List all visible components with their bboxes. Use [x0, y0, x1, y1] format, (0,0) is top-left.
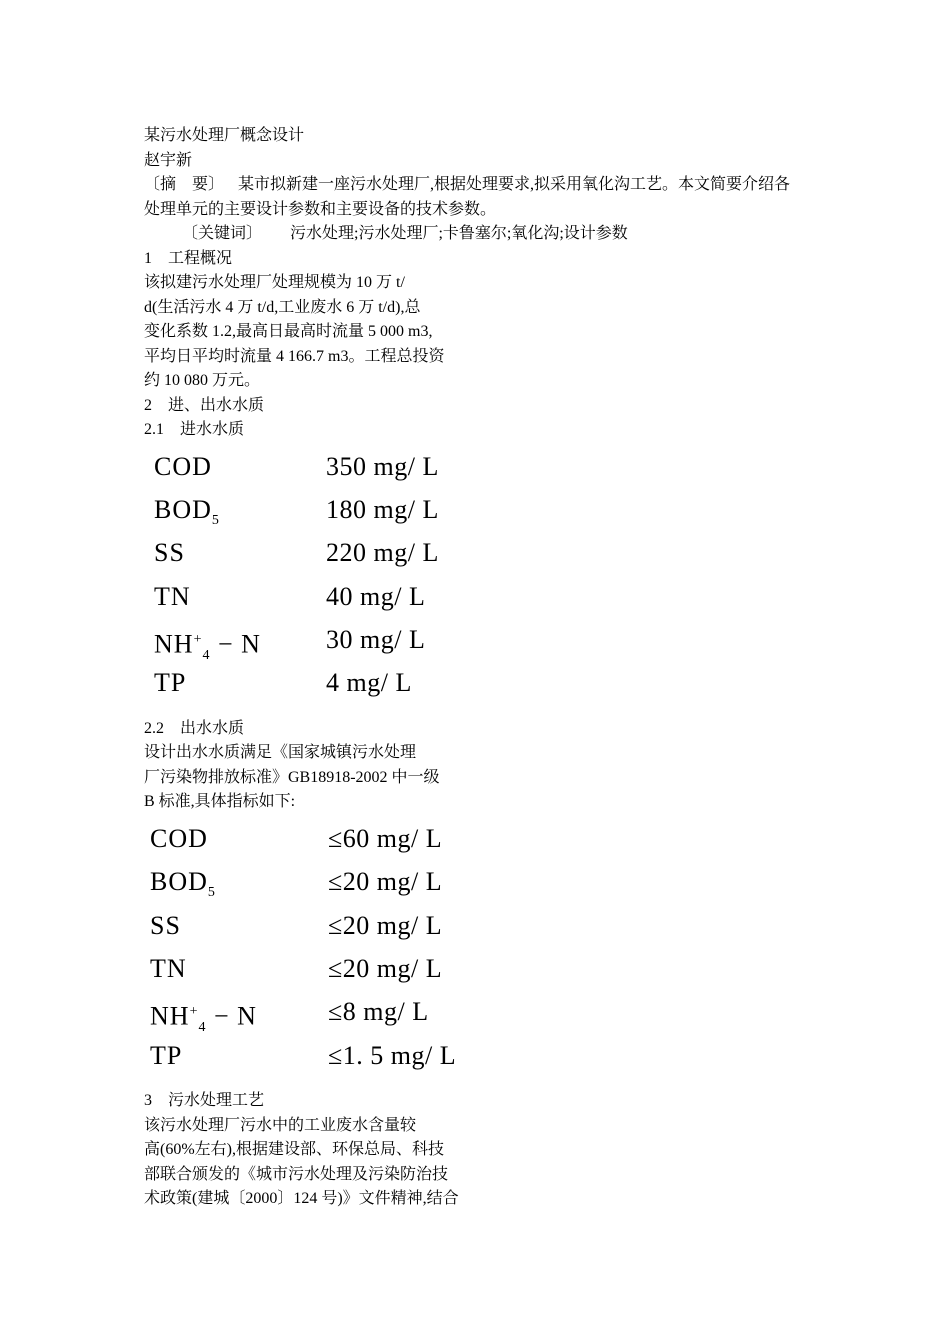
influent-quality-table: [154, 445, 824, 705]
param-value: 40 mg/ L: [326, 581, 426, 611]
param-value: 220 mg/ L: [326, 538, 439, 568]
table-row: [154, 618, 824, 661]
table-row: [154, 661, 824, 704]
table-row: [150, 947, 824, 990]
param-value: ≤60 mg/ L: [328, 823, 443, 853]
table-row: [154, 575, 824, 618]
param-name: TN: [150, 954, 187, 984]
abstract-line-2: 处理单元的主要设计参数和主要设备的技术参数。: [144, 200, 497, 218]
param-name: SS: [150, 910, 181, 940]
param-value: ≤20 mg/ L: [328, 954, 443, 984]
paragraph-line: 约 10 080 万元。: [144, 372, 261, 389]
paragraph-line: B 标准,具体指标如下:: [144, 793, 296, 811]
section-2-1-heading: 2.1 进水水质: [144, 421, 245, 438]
param-value: ≤20 mg/ L: [328, 910, 443, 940]
param-name: TP: [150, 1040, 183, 1070]
section-2-2-heading: 2.2 出水水质: [144, 719, 245, 737]
paragraph-line: 术政策(建城〔2000〕124 号)》文件精神,结合: [144, 1190, 459, 1208]
param-name: COD: [150, 823, 208, 853]
param-value: 30 mg/ L: [326, 625, 426, 655]
paragraph-line: 厂污染物排放标准》GB18918-2002 中一级: [144, 768, 440, 786]
param-value: ≤20 mg/ L: [328, 867, 443, 897]
abstract-line-1: [144, 173, 824, 198]
table-row: [150, 990, 824, 1036]
table-row: [150, 860, 824, 903]
paragraph-line: 高(60%左右),根据建设部、环保总局、科技: [144, 1141, 444, 1159]
abstract-text-1: 某市拟新建一座污水处理厂,根据处理要求,拟采用氧化沟工艺。本文简要介绍各: [238, 176, 791, 193]
section-2-heading: 2 进、出水水质: [144, 396, 265, 414]
paragraph-line: d(生活污水 4 万 t/d,工业废水 6 万 t/d),总: [144, 298, 421, 316]
param-name: TN: [154, 581, 191, 611]
param-value: 350 mg/ L: [326, 451, 439, 481]
keywords-line: [144, 222, 824, 247]
param-name: COD: [154, 451, 212, 481]
table-row: [150, 1034, 824, 1077]
param-name: $BOD_5$: [154, 494, 220, 529]
table-row: [154, 445, 824, 488]
effluent-quality-table: [150, 817, 824, 1077]
param-value: 4 mg/ L: [326, 668, 412, 698]
table-row: [150, 904, 824, 947]
keywords-text: 污水处理;污水处理厂;卡鲁塞尔;氧化沟;设计参数: [290, 225, 628, 242]
document-page: [144, 124, 824, 1212]
section-3-heading: 3 污水处理工艺: [144, 1092, 265, 1110]
section-1-heading: 1 工程概况: [144, 249, 233, 267]
param-value: ≤8 mg/ L: [328, 997, 429, 1027]
table-row: [154, 531, 824, 574]
paragraph-line: 该污水处理厂污水中的工业废水含量较: [144, 1116, 417, 1134]
keywords-label: 〔关键词〕: [182, 225, 263, 242]
param-name: $BOD_5$: [150, 867, 216, 901]
author-name: 赵宇新: [144, 151, 193, 169]
param-value: ≤1. 5 mg/ L: [328, 1040, 457, 1070]
param-value: 180 mg/ L: [326, 494, 439, 524]
table-row: [150, 817, 824, 860]
paragraph-line: 该拟建污水处理厂处理规模为 10 万 t/: [144, 274, 405, 291]
paragraph-line: 设计出水水质满足《国家城镇污水处理: [144, 744, 417, 762]
paragraph-line: 平均日平均时流量 4 166.7 m3。工程总投资: [144, 347, 445, 365]
param-name: TP: [154, 668, 187, 698]
paragraph-line: 部联合颁发的《城市污水处理及污染防治技: [144, 1165, 449, 1183]
param-name: $NH^+_4 - N$: [154, 629, 261, 663]
param-name: SS: [154, 538, 185, 568]
param-name: $NH^+_4 - N$: [150, 1002, 257, 1036]
abstract-label: 〔摘 要〕: [144, 176, 225, 193]
section-1-body: [144, 271, 824, 394]
document-title: 某污水处理厂概念设计: [144, 127, 305, 144]
table-row: [154, 488, 824, 531]
section-3-body: [144, 1114, 824, 1212]
paragraph-line: 变化系数 1.2,最高日最高时流量 5 000 m3,: [144, 323, 433, 340]
